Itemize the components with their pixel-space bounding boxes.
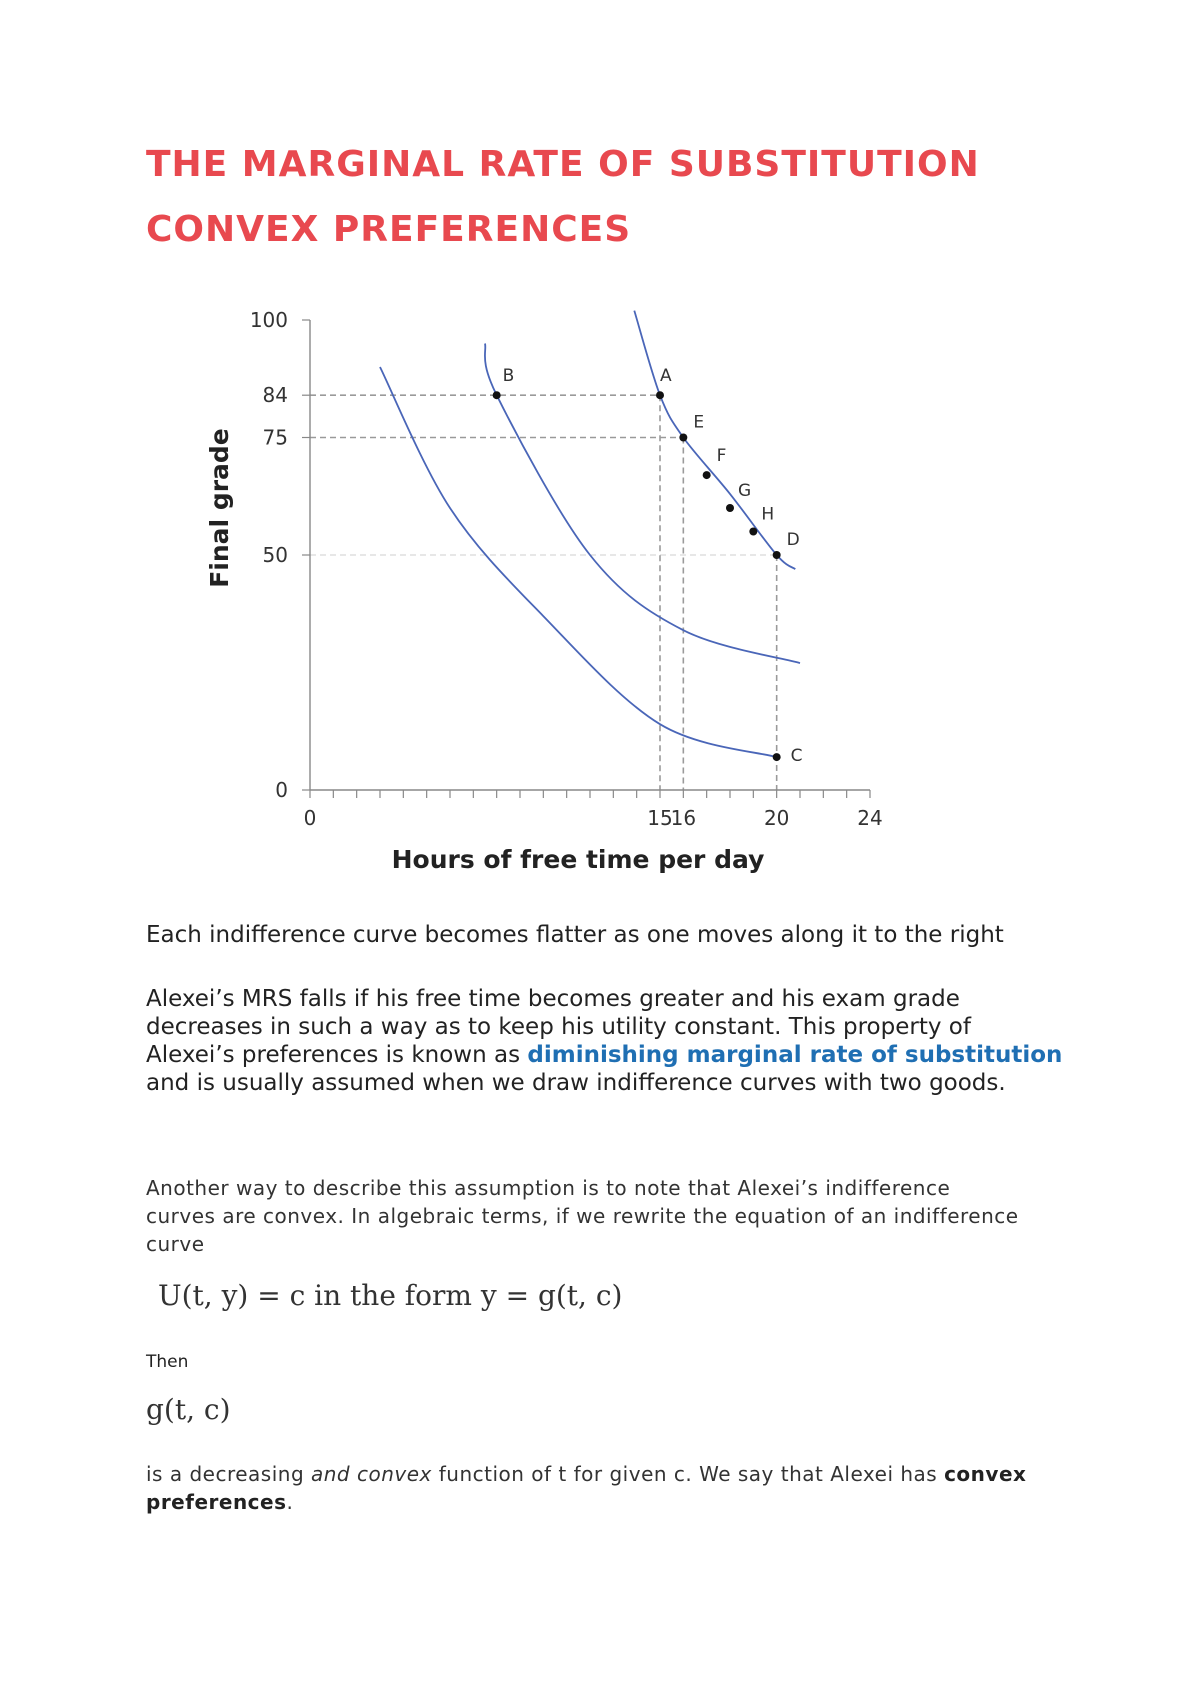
point-label-b: B [502, 366, 515, 387]
point-d [773, 551, 781, 559]
conclusion-text-c: . [286, 1490, 294, 1514]
point-label-g: G [738, 481, 752, 501]
diminishing-mrs-link[interactable]: diminishing marginal rate of substitution [527, 1042, 1063, 1068]
mrs-text-end: and is usually assumed when we draw indifference curves with two goods. [146, 1070, 1006, 1096]
chart-caption: Each indifference curve becomes flatter as one moves along it to the right [146, 922, 1004, 948]
conclusion-text-b: function of t for given c. We say that Alexei has [431, 1462, 945, 1486]
point-label-f: F [716, 446, 727, 467]
point-label-a: A [660, 366, 672, 387]
section-title: CONVEX PREFERENCES [146, 209, 632, 250]
conclusion-text-a: is a decreasing [146, 1462, 311, 1486]
indifference-curve-3 [634, 311, 795, 569]
point-label-e: E [693, 412, 705, 433]
mrs-text-start: Alexei’s MRS falls if his free time becomes greater and his exam grade decreases in such a way as to keep his utility constant. This property of Alexei’s preferences is known as [146, 986, 971, 1068]
x-tick-label: 0 [303, 806, 317, 830]
point-b [493, 391, 501, 399]
y-tick-label: 75 [262, 425, 288, 450]
mrs-paragraph [146, 985, 1066, 1097]
indifference-curve-chart [200, 295, 900, 885]
convexity-paragraph: Another way to describe this assumption is to note that Alexei’s indifference curves are convex. In algebraic terms, if we rewrite the equation of an indifference curve [146, 1176, 1019, 1256]
point-c [773, 753, 781, 761]
point-a [656, 391, 664, 399]
indifference-curve-1 [380, 367, 777, 757]
conclusion-emphasis: and convex [311, 1462, 432, 1486]
point-label-d: D [786, 530, 800, 550]
x-tick-label: 24 [857, 806, 883, 830]
x-tick-label: 16 [670, 806, 697, 830]
point-label-c: C [790, 746, 803, 767]
point-g [726, 504, 734, 512]
utility-equation: U(t, y) = c in the form y = g(t, c) [158, 1279, 623, 1312]
then-label: Then [146, 1352, 189, 1372]
convex-preferences-term: convex preferences [146, 1462, 1027, 1514]
y-tick-label: 100 [249, 308, 288, 332]
y-axis-label: Final grade [205, 428, 234, 588]
y-tick-label: 84 [262, 383, 288, 408]
x-axis-label: Hours of free time per day [391, 845, 765, 874]
x-tick-label: 20 [763, 806, 790, 830]
y-tick-label: 50 [262, 543, 288, 567]
indifference-curve-2 [485, 344, 800, 664]
conclusion-paragraph [146, 1460, 1046, 1516]
page-title: THE MARGINAL RATE OF SUBSTITUTION [146, 144, 980, 185]
point-h [749, 528, 757, 536]
x-tick-label: 15 [647, 806, 673, 830]
point-f [703, 471, 711, 479]
point-label-h: H [761, 504, 775, 525]
point-e [679, 434, 687, 442]
y-tick-label: 0 [275, 778, 288, 802]
function-expression: g(t, c) [146, 1393, 231, 1426]
